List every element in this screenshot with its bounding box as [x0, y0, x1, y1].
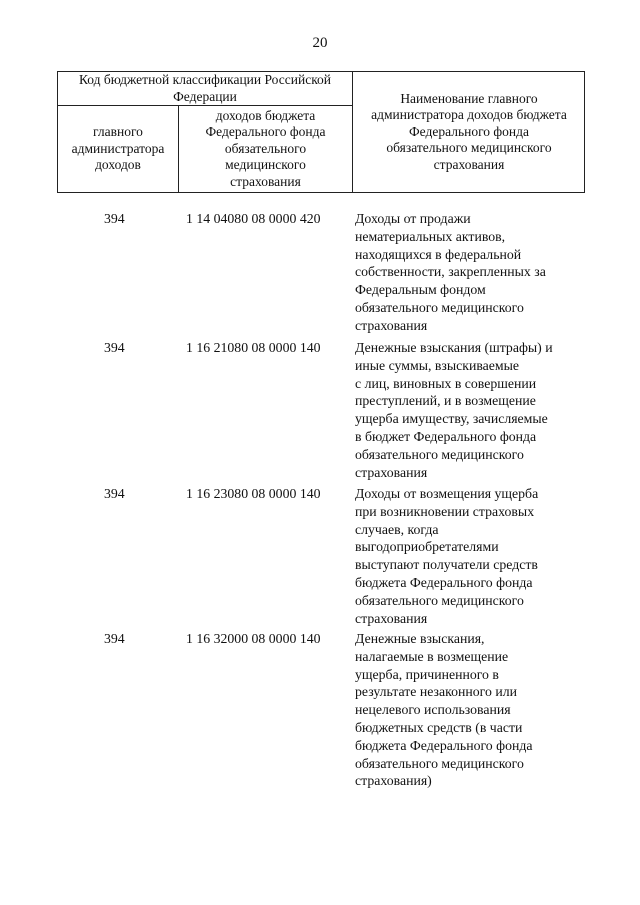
table-header [57, 71, 585, 193]
row-name: Доходы от продажи нематериальных активов, находящихся в федеральной собственности, закрепленных за Федеральным фондом обязательного медицинского страхования [355, 211, 546, 333]
row-admin-code: 394 [104, 631, 125, 646]
row-name: Денежные взыскания, налагаемые в возмещение ущерба, причиненного в результате незаконного или нецелевого использования бюджетных средств (в части бюджета Федерального фонда обязательного медицинского страхования) [355, 631, 533, 789]
row-admin-code: 394 [104, 340, 125, 355]
row-income-code: 1 14 04080 08 0000 420 [186, 211, 321, 226]
row-income-code: 1 16 21080 08 0000 140 [186, 340, 321, 355]
row-admin-code: 394 [104, 486, 125, 501]
header-col-admin-text: главного администратора доходов [71, 124, 165, 173]
header-group-title-text: Код бюджетной классификации Российской Федерации [78, 72, 332, 104]
row-name: Денежные взыскания (штрафы) и иные суммы, взыскиваемые с лиц, виновных в совершении преступлений, и в возмещение ущерба имуществу, зачисляемые в бюджет Федерального фонда обязательного медицинского страхования [355, 340, 553, 480]
row-name: Доходы от возмещения ущерба при возникновении страховых случаев, когда выгодоприобретателями выступают получатели средств бюджета Федерального фонда обязательного медицинского страхования [355, 486, 539, 626]
row-admin-code: 394 [104, 211, 125, 226]
header-col-name-text: Наименование главного администратора доходов бюджета Федерального фонда обязательного медицинского страхования [371, 90, 567, 172]
header-col-income [179, 106, 352, 192]
row-income-code: 1 16 23080 08 0000 140 [186, 486, 321, 501]
header-col-income-text: доходов бюджета Федерального фонда обязательного медицинского страхования [205, 107, 326, 189]
page-number: 20 [312, 35, 328, 51]
header-group-title [58, 72, 352, 105]
header-col-admin [58, 106, 178, 192]
header-col-name [353, 72, 585, 192]
row-income-code: 1 16 32000 08 0000 140 [186, 631, 321, 646]
